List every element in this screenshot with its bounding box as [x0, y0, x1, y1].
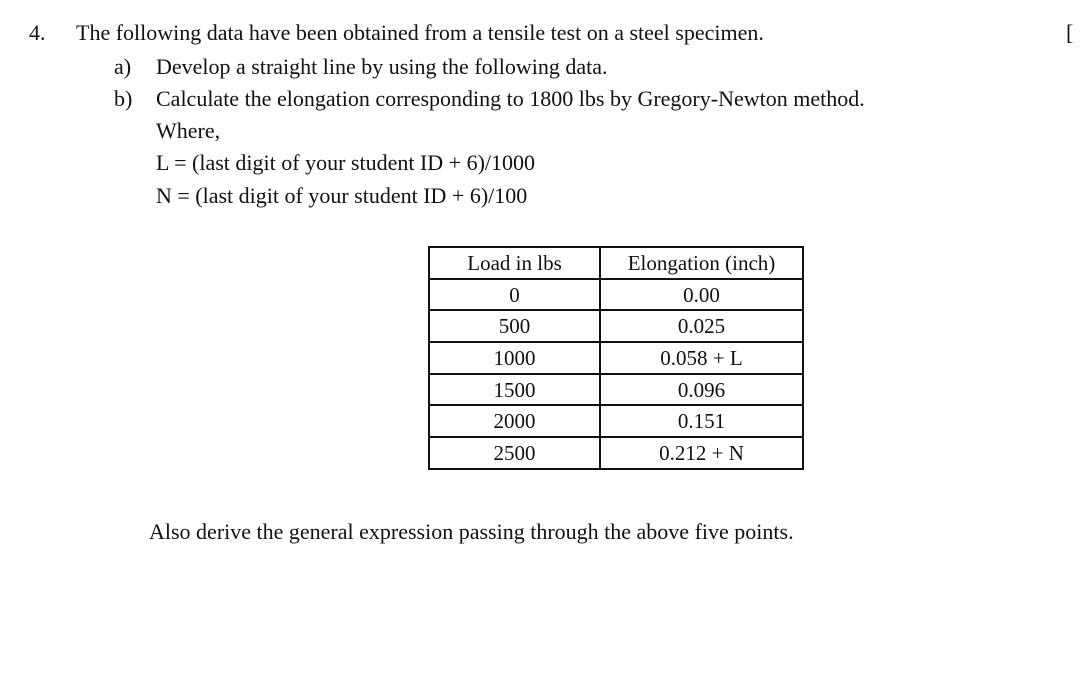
cell-load: 500 — [429, 310, 600, 342]
definition-l: L = (last digit of your student ID + 6)/1000 — [156, 150, 536, 175]
table-row — [429, 405, 803, 437]
cell-elongation: 0.212 + N — [600, 437, 803, 469]
table-row — [429, 310, 803, 342]
table-row — [429, 374, 803, 406]
cell-elongation: 0.00 — [600, 279, 803, 311]
cell-load: 2500 — [429, 437, 600, 469]
table-row — [429, 279, 803, 311]
table-row — [429, 437, 803, 469]
cell-load: 1500 — [429, 374, 600, 406]
cell-load: 0 — [429, 279, 600, 311]
table-header-row — [429, 247, 803, 279]
cell-load: 1000 — [429, 342, 600, 374]
header-load: Load in lbs — [429, 247, 600, 279]
footer-instruction: Also derive the general expression passing through the above five points. — [149, 519, 794, 544]
question-number: 4. — [29, 20, 46, 45]
header-elongation: Elongation (inch) — [600, 247, 803, 279]
cell-elongation: 0.058 + L — [600, 342, 803, 374]
where-label: Where, — [156, 118, 221, 143]
part-a-label: a) — [114, 54, 132, 79]
cell-elongation: 0.096 — [600, 374, 803, 406]
tensile-data-table — [428, 246, 804, 470]
table-row — [429, 342, 803, 374]
definition-n: N = (last digit of your student ID + 6)/100 — [156, 183, 528, 208]
cell-elongation: 0.025 — [600, 310, 803, 342]
part-b-text: Calculate the elongation corresponding to 1800 lbs by Gregory-Newton method. — [156, 86, 865, 111]
part-a-text: Develop a straight line by using the following data. — [156, 54, 608, 79]
cell-elongation: 0.151 — [600, 405, 803, 437]
part-b-label: b) — [114, 86, 133, 111]
page-edge-bracket: [ — [1066, 20, 1074, 45]
question-text: The following data have been obtained from a tensile test on a steel specimen. — [76, 20, 764, 45]
cell-load: 2000 — [429, 405, 600, 437]
